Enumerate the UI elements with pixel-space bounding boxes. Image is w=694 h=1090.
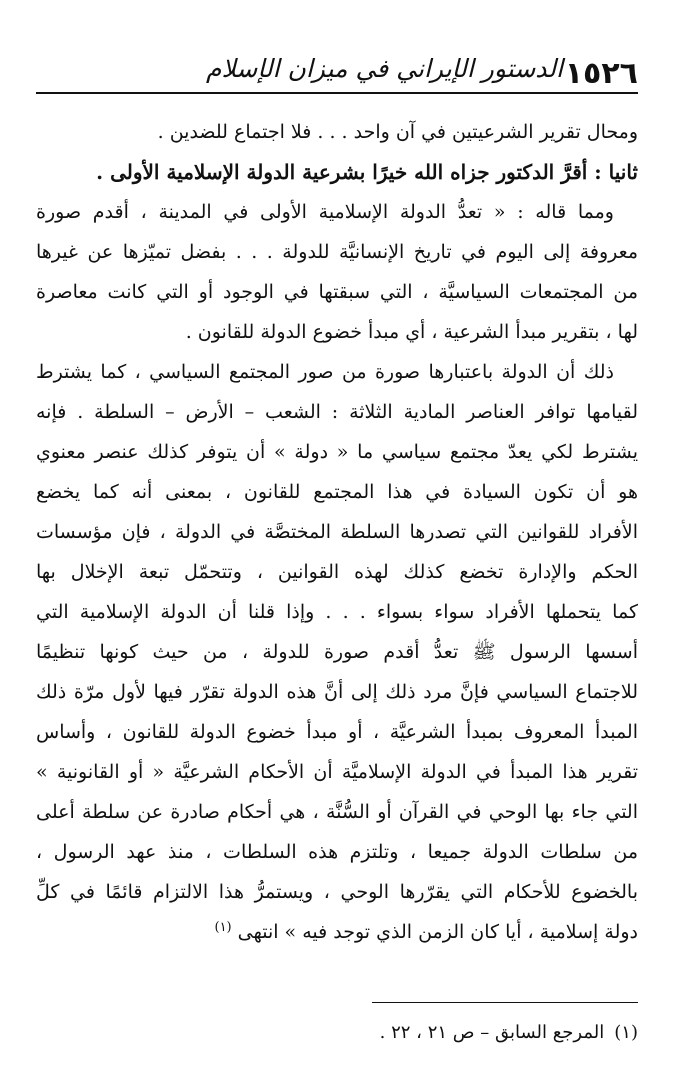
text-line: لها ، بتقرير مبدأ الشرعية ، أي مبدأ خضوع الدولة للقانون .	[185, 321, 638, 343]
header-rule	[36, 92, 638, 94]
text-line: كما يتحملها الأفراد سواء بسواء . . . وإذا قلنا أن الدولة الإسلامية التي	[36, 601, 638, 623]
page-header	[36, 50, 638, 94]
body-text	[36, 112, 638, 952]
text-line: يشترط لكي يعدّ مجتمع سياسي ما « دولة » أن يتوفر كذلك عنصر معنوي	[36, 441, 638, 463]
last-line-text: دولة إسلامية ، أيا كان الزمن الذي توجد فيه » انتهى	[237, 921, 638, 943]
page-number: ١٥٢٦	[564, 56, 638, 91]
footnote-marker: (١)	[214, 919, 232, 935]
text-line: تقرير هذا المبدأ في الدولة الإسلاميَّة أن الأحكام الشرعيَّة « أو القانونية »	[36, 761, 638, 783]
text-line: الأفراد للقوانين التي تصدرها السلطة المختصَّة في الدولة ، فإن مؤسسات	[36, 521, 638, 543]
text-line: ذلك أن الدولة باعتبارها صورة من صور المجتمع السياسي ، كما يشترط	[36, 361, 614, 383]
text-line: هو أن تكون السيادة في هذا المجتمع للقانون ، بمعنى أنه كما يخضع	[36, 481, 638, 503]
text-line-last	[36, 912, 638, 952]
section-heading: ثانيا : أقرَّ الدكتور جزاه الله خيرًا بشرعية الدولة الإسلامية الأولى .	[96, 160, 638, 184]
text-line: ومما قاله : « تعدُّ الدولة الإسلامية الأولى في المدينة ، أقدم صورة	[36, 201, 614, 223]
footnote-rule	[372, 1002, 638, 1003]
footnote-number: (١)	[614, 1022, 638, 1043]
footnote-text: المرجع السابق – ص ٢١ ، ٢٢ .	[379, 1022, 605, 1043]
text-line: المبدأ المعروف بمبدأ الشرعيَّة ، أو مبدأ خضوع الدولة للقانون ، وأساس	[36, 721, 638, 743]
text-line: ومحال تقرير الشرعيتين في آن واحد . . . فلا اجتماع للضدين .	[157, 121, 638, 143]
text-line: للاجتماع السياسي فإنَّ مرد ذلك إلى أنَّ هذه الدولة تقرّر فيها لأول مرّة ذلك	[36, 681, 638, 703]
text-line: التي جاء بها الوحي في القرآن أو السُّنَّة ، هي أحكام صادرة عن سلطة أعلى	[36, 801, 638, 823]
text-line: بالخضوع للأحكام التي يقرّرها الوحي ، ويستمرُّ هذا الالتزام قائمًا في كلِّ	[36, 881, 638, 903]
footnote	[36, 1018, 638, 1048]
text-line: من سلطات الدولة جميعا ، وتلتزم هذه السلطات ، منذ عهد الرسول ،	[36, 841, 638, 863]
text-line: لقيامها توافر العناصر المادية الثلاثة : الشعب – الأرض – السلطة . فإنه	[36, 401, 638, 423]
text-line: معروفة إلى اليوم في تاريخ الإنسانيَّة للدولة . . . بفضل تميّزها عن غيرها	[36, 241, 638, 263]
text-line: من المجتمعات السياسيَّة ، التي سبقتها في الوجود أو التي كانت معاصرة	[36, 281, 638, 303]
running-title: الدستور الإيراني في ميزان الإسلام	[206, 54, 563, 83]
text-line: أسسها الرسول ﷺ تعدُّ أقدم صورة للدولة ، من حيث كونها تنظيمًا	[36, 641, 638, 663]
text-line: الحكم والإدارة تخضع كذلك لهذه القوانين ، وتتحمّل تبعة الإخلال بها	[36, 561, 638, 583]
